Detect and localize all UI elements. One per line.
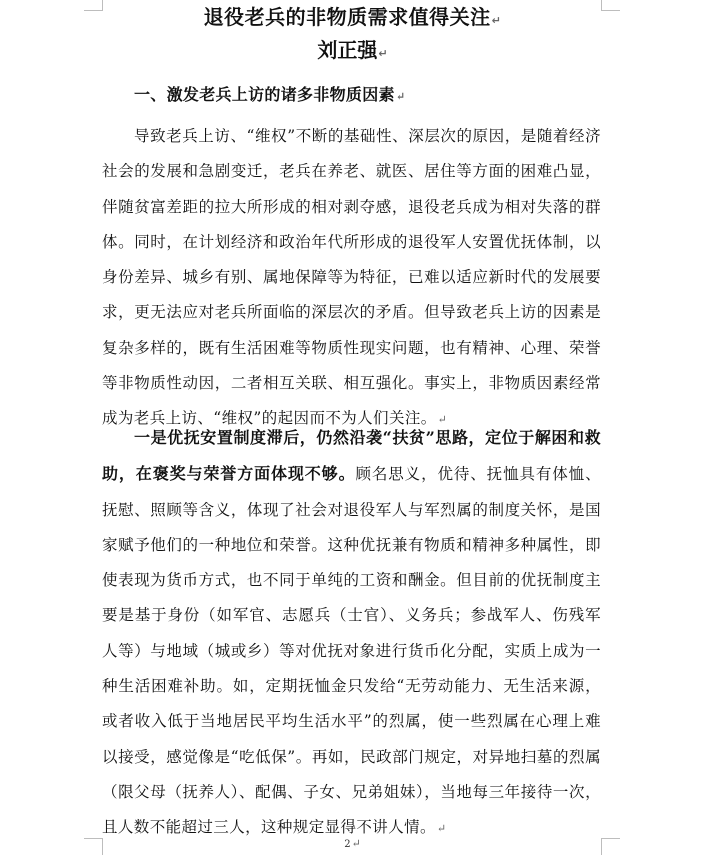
section-heading <box>134 84 405 108</box>
body-paragraph-2-lead: 一是优抚安置制度滞后，仍然沿袭“扶贫”思路，定位于解困和救助，在褒奖与荣誉方面体现不够。 <box>102 428 601 484</box>
document-author <box>0 37 705 67</box>
body-paragraph-2-text: 顾名思义，优待、抚恤具有体恤、抚慰、照顾等含义，体现了社会对退役军人与军烈属的制度关怀，是国家赋予他们的一种地位和荣誉。这种优抚兼有物质和精神多种属性，即使表现为货币方式，也不同于单纯的工资和酬金。但目前的优抚制度主要是基于身份（如军官、志愿兵（士官）、义务兵；参战军人、伤残军人等）与地域（城或乡）等对优抚对象进行货币化分配，实质上成为一种生活困难补助。如，定期抚恤金只发给“无劳动能力、无生活来源，或者收入低于当地居民平均生活水平”的烈属，使一些烈属在心理上难以接受，感觉像是“吃低保”。再如，民政部门规定，对异地扫墓的烈属（限父母（抚养人）、配偶、子女、兄弟姐妹），当地每三年接待一次，且人数不能超过三人，这种规定显得不讲人情。 <box>102 465 601 837</box>
page-number: 2 <box>344 839 351 850</box>
paragraph-mark: ↵ <box>395 90 406 103</box>
paragraph-mark: ↵ <box>437 413 448 427</box>
paragraph-mark: ↵ <box>378 47 388 60</box>
body-paragraph-1 <box>102 119 601 438</box>
paragraph-mark: ↵ <box>491 14 502 27</box>
body-paragraph-2 <box>102 420 601 847</box>
paragraph-mark: ↵ <box>351 837 361 850</box>
paragraph-mark: ↵ <box>436 822 447 836</box>
document-title-text: 退役老兵的非物质需求值得关注 <box>203 5 491 29</box>
document-author-text: 刘正强 <box>317 38 378 62</box>
page-footer <box>0 837 705 850</box>
document-title <box>0 4 705 34</box>
section-heading-text: 一、激发老兵上访的诸多非物质因素 <box>134 85 395 104</box>
body-paragraph-1-text: 导致老兵上访、“维权”不断的基础性、深层次的原因，是随着经济社会的发展和急剧变迁，老兵在养老、就医、居住等方面的困难凸显，伴随贫富差距的拉大所形成的相对剥夺感，退役老兵成为相对失落的群体。同时，在计划经济和政治年代所形成的退役军人安置优抚体制，以身份差异、城乡有别、属地保障等为特征，已难以适应新时代的发展要求，更无法应对老兵所面临的深层次的矛盾。但导致老兵上访的因素是复杂多样的，既有生活困难等物质性现实问题，也有精神、心理、荣誉等非物质性动因，二者相互关联、相互强化。事实上，非物质因素经常成为老兵上访、“维权”的起因而不为人们关注。 <box>102 127 601 428</box>
